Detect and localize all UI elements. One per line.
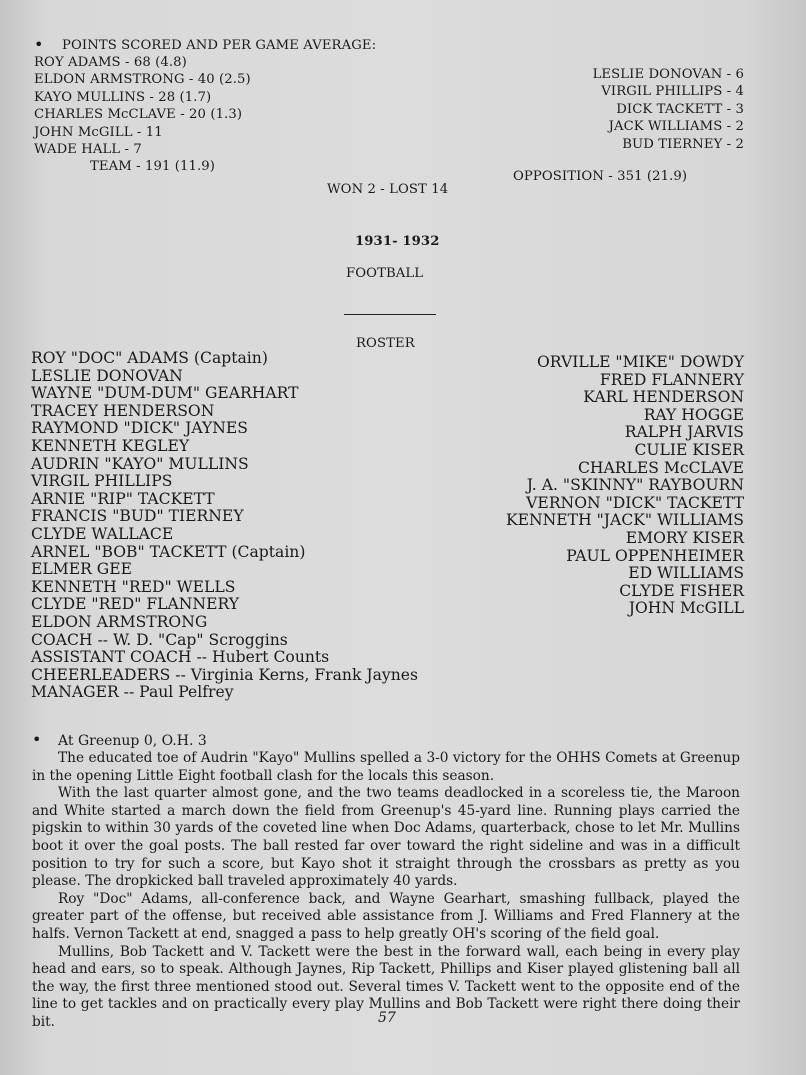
roster-item: RAY HOGGE <box>643 405 744 424</box>
roster-item: RAYMOND "DICK" JAYNES <box>31 419 248 438</box>
roster-item: KENNETH "JACK" WILLIAMS <box>505 511 744 530</box>
points-left-item: KAYO MULLINS - 28 (1.7) <box>34 89 212 105</box>
roster-item: CLYDE FISHER <box>619 581 744 600</box>
staff-coach: COACH -- W. D. "Cap" Scroggins <box>31 630 288 649</box>
report-paragraph: The educated toe of Audrin "Kayo" Mullins spelled a 3-0 victory for the OHHS Comets at Greenup in the opening Little Eight football clash for the locals this season. <box>32 750 740 784</box>
roster-item: ELDON ARMSTRONG <box>31 612 208 631</box>
roster-item: RALPH JARVIS <box>624 423 744 442</box>
opposition-total: OPPOSITION - 351 (21.9) <box>513 169 688 184</box>
points-right-item: DICK TACKETT - 3 <box>616 101 744 117</box>
roster-item: CLYDE "RED" FLANNERY <box>31 595 240 614</box>
roster-item: FRED FLANNERY <box>599 370 744 389</box>
points-team-total: TEAM - 191 (11.9) <box>90 159 216 175</box>
roster-item: CULIE KISER <box>634 440 744 459</box>
season-year: 1931- 1932 <box>355 234 440 249</box>
roster-item: ORVILLE "MIKE" DOWDY <box>536 353 744 371</box>
report-paragraph: With the last quarter almost gone, and the two teams deadlocked in a scoreless tie, the Maroon and White started a march down the field from Greenup's 45-yard line. Running plays carried the pigskin to within 30 yards of the coveted line when Doc Adams, quarterback, chose to let Mr. Mullins boot it over the goal posts. The ball rested far over toward the right sideline and was in a difficult position to try for such a score, but Kayo shot it straight through the crossbars as pretty as you please. The dropkicked ball traveled approximately 40 yards. <box>32 785 740 890</box>
roster-item: VIRGIL PHILLIPS <box>31 472 173 491</box>
section-divider <box>344 314 436 315</box>
roster-item: CHARLES McCLAVE <box>577 458 744 477</box>
roster-item: LESLIE DONOVAN <box>31 366 183 385</box>
roster-right-list <box>506 354 744 618</box>
roster-item: ELMER GEE <box>31 560 133 579</box>
points-right-item: LESLIE DONOVAN - 6 <box>592 67 744 82</box>
roster-item: CLYDE WALLACE <box>31 524 174 543</box>
points-right-item: JACK WILLIAMS - 2 <box>608 119 744 135</box>
roster-item: ARNIE "RIP" TACKETT <box>31 489 215 508</box>
report-paragraph: Roy "Doc" Adams, all-conference back, and Wayne Gearhart, smashing fullback, played the greater part of the offense, but received able assistance from J. Williams and Fred Flannery at the halfs. Vernon Tackett at end, snagged a pass to help greatly OH's scoring of the field goal. <box>32 890 740 942</box>
points-left-item: CHARLES McCLAVE - 20 (1.3) <box>34 107 243 123</box>
roster-left-list <box>31 350 418 702</box>
roster-item: PAUL OPPENHEIMER <box>566 546 744 565</box>
points-left-item: ELDON ARMSTRONG - 40 (2.5) <box>34 72 251 88</box>
roster-item: J. A. "SKINNY" RAYBOURN <box>526 476 744 495</box>
page-number: 57 <box>378 1010 396 1026</box>
roster-item: TRACEY HENDERSON <box>31 401 215 420</box>
points-left-item: ROY ADAMS - 68 (4.8) <box>34 55 187 70</box>
staff-assistant-coach: ASSISTANT COACH -- Hubert Counts <box>31 648 330 667</box>
roster-item: KENNETH KEGLEY <box>31 436 190 455</box>
points-left-item: JOHN McGILL - 11 <box>34 124 163 140</box>
roster-heading: ROSTER <box>356 336 415 351</box>
bullet-icon: • <box>34 35 44 54</box>
game-report <box>32 750 740 1032</box>
roster-item: KENNETH "RED" WELLS <box>31 577 236 596</box>
bullet-icon: • <box>32 730 42 749</box>
points-heading: POINTS SCORED AND PER GAME AVERAGE: <box>62 38 377 53</box>
roster-item: ED WILLIAMS <box>628 564 744 583</box>
roster-item: FRANCIS "BUD" TIERNEY <box>31 507 244 526</box>
season-record: WON 2 - LOST 14 <box>327 182 449 197</box>
roster-item: AUDRIN "KAYO" MULLINS <box>31 454 249 473</box>
sport-title: FOOTBALL <box>346 266 424 281</box>
points-right-item: BUD TIERNEY - 2 <box>622 136 744 152</box>
points-left-item: WADE HALL - 7 <box>34 142 142 158</box>
roster-item: JOHN McGILL <box>628 599 744 618</box>
staff-manager: MANAGER -- Paul Pelfrey <box>31 683 234 702</box>
game-heading: At Greenup 0, O.H. 3 <box>58 733 207 749</box>
roster-item: WAYNE "DUM-DUM" GEARHART <box>31 384 299 403</box>
points-left-list <box>34 54 251 176</box>
roster-item: EMORY KISER <box>625 528 744 547</box>
roster-item: ROY "DOC" ADAMS (Captain) <box>31 349 268 367</box>
report-paragraph: Mullins, Bob Tackett and V. Tackett were the best in the forward wall, each being in every play head and ears, so to speak. Although Jaynes, Rip Tackett, Phillips and Kiser played glistening ball all the way, the first three mentioned stood out. Several times V. Tackett went to the opposite end of the line to get tackles and on practically every play Mullins and Bob Tackett were right there doing their bit. <box>32 943 740 1030</box>
roster-item: KARL HENDERSON <box>583 388 744 407</box>
roster-item: VERNON "DICK" TACKETT <box>526 493 744 512</box>
roster-item: ARNEL "BOB" TACKETT (Captain) <box>31 542 306 561</box>
staff-cheerleaders: CHEERLEADERS -- Virginia Kerns, Frank Jaynes <box>31 665 419 684</box>
points-right-list <box>593 66 744 153</box>
points-right-item: VIRGIL PHILLIPS - 4 <box>601 84 744 100</box>
